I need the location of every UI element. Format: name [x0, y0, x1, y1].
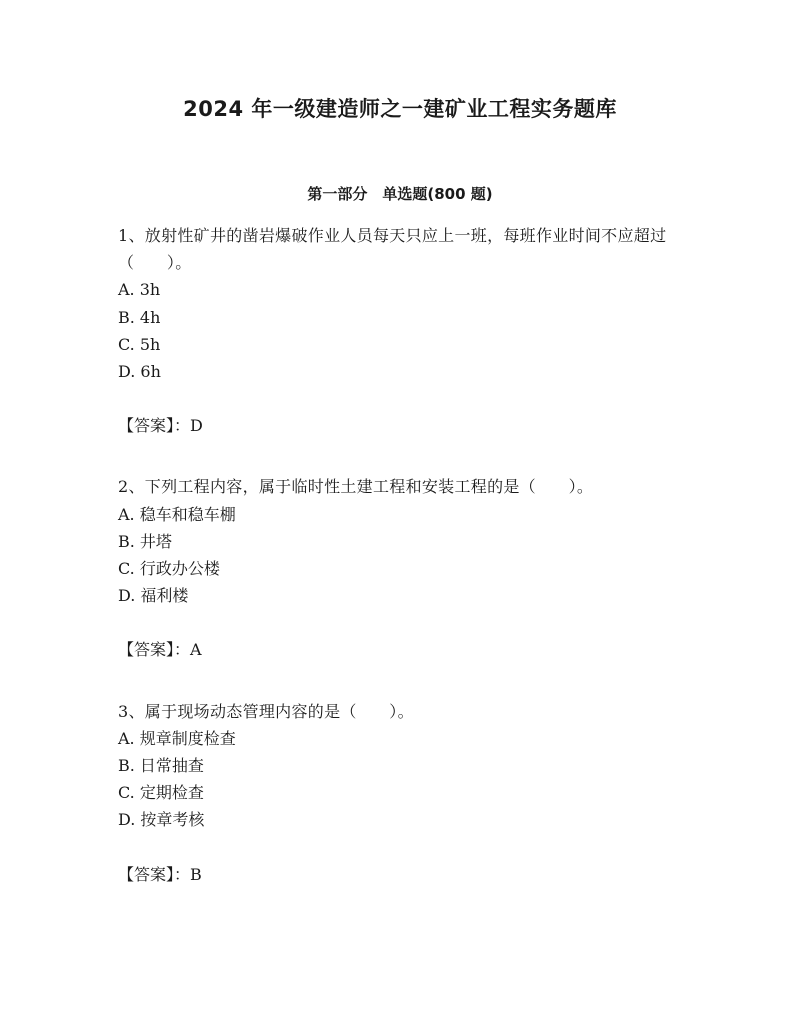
option-d: D. 福利楼 [118, 586, 189, 606]
option-a: A. 规章制度检查 [118, 728, 236, 748]
question-stem: 2、下列工程内容，属于临时性土建工程和安装工程的是（ ）。 [118, 477, 594, 497]
question-1 [118, 222, 688, 439]
option-b: B. 井塔 [118, 531, 172, 551]
option-d: D. 6h [118, 362, 161, 382]
question-list [118, 222, 688, 888]
question-stem: 1、放射性矿井的凿岩爆破作业人员每天只应上一班，每班作业时间不应超过（ ）。 [118, 226, 667, 273]
option-c: C. 行政办公楼 [118, 559, 220, 579]
option-c: C. 5h [118, 334, 161, 354]
option-a: A. 3h [118, 280, 161, 300]
option-b: B. 日常抽查 [118, 756, 204, 776]
answer-line: 【答案】：D [118, 416, 203, 436]
option-a: A. 稳车和稳车棚 [118, 504, 236, 524]
question-stem: 3、属于现场动态管理内容的是（ ）。 [118, 701, 414, 721]
option-b: B. 4h [118, 307, 161, 327]
answer-line: 【答案】：B [118, 864, 202, 884]
question-spacer [118, 439, 688, 473]
question-2 [118, 473, 688, 663]
answer-line: 【答案】：A [118, 640, 202, 660]
option-d: D. 按章考核 [118, 810, 205, 830]
question-spacer [118, 664, 688, 698]
question-3 [118, 698, 688, 888]
document-title: 2024 年一级建造师之一建矿业工程实务题库 [183, 97, 617, 121]
option-c: C. 定期检查 [118, 783, 204, 803]
section-title: 第一部分 单选题(800 题) [307, 185, 493, 203]
